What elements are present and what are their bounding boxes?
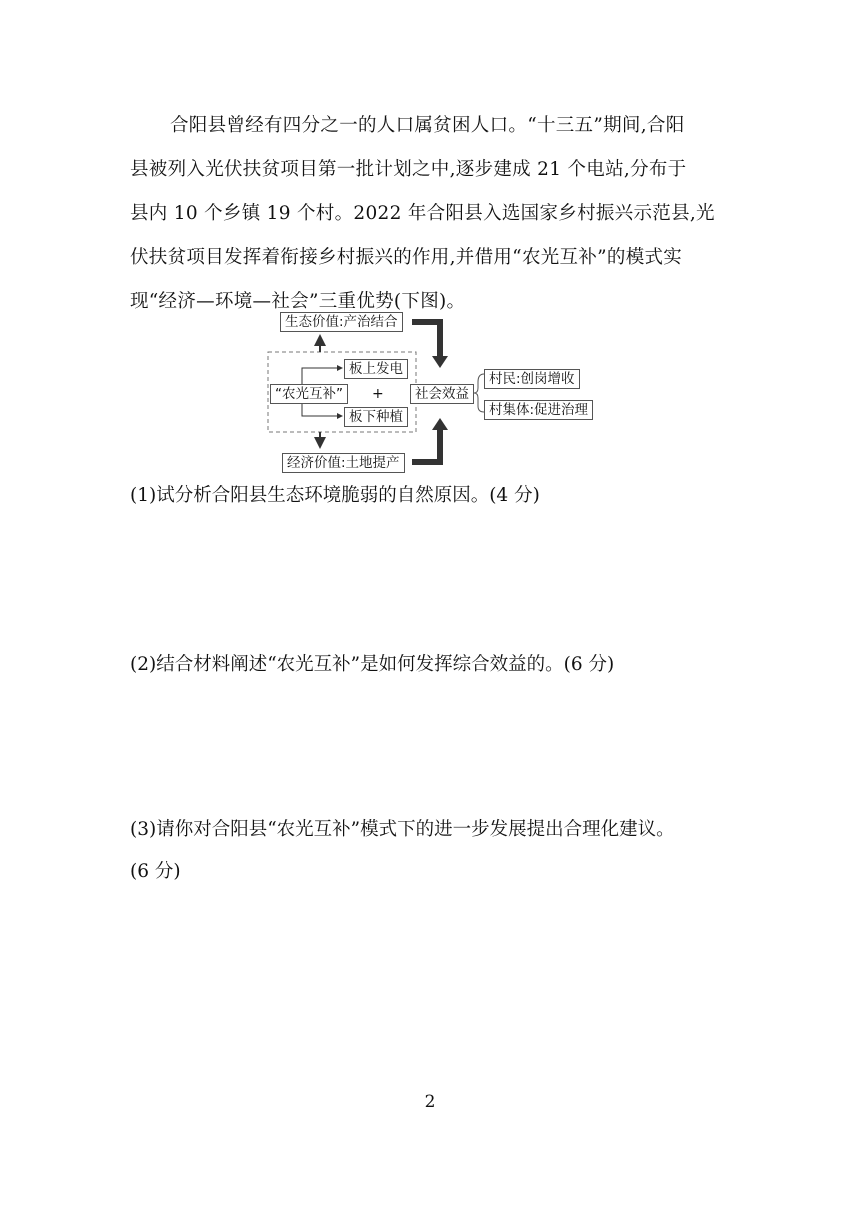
collective-box: 村集体:促进治理 <box>484 400 593 420</box>
nongguang-box: “农光互补” <box>270 384 348 404</box>
social-benefit-box: 社会效益 <box>410 384 474 404</box>
page-number: 2 <box>424 1092 436 1112</box>
material-line: 伏扶贫项目发挥着衔接乡村振兴的作用,并借用“农光互补”的模式实 <box>130 247 683 268</box>
material-paragraph <box>130 104 730 324</box>
below-panel-box: 板下种植 <box>344 407 408 427</box>
material-line: 现“经济—环境—社会”三重优势(下图)。 <box>130 291 466 312</box>
nongguang-diagram <box>262 306 602 476</box>
plus-sign: + <box>372 386 384 402</box>
question-1: (1)试分析合阳县生态环境脆弱的自然原因。(4 分) <box>130 485 540 506</box>
question-3: (3)请你对合阳县“农光互补”模式下的进一步发展提出合理化建议。 <box>130 819 675 840</box>
material-line: 县内 10 个乡镇 19 个村。2022 年合阳县入选国家乡村振兴示范县,光 <box>130 203 715 224</box>
villagers-box: 村民:创岗增收 <box>484 369 580 389</box>
above-panel-box: 板上发电 <box>344 359 408 379</box>
question-2: (2)结合材料阐述“农光互补”是如何发挥综合效益的。(6 分) <box>130 654 615 675</box>
material-line: 合阳县曾经有四分之一的人口属贫困人口。“十三五”期间,合阳 <box>170 115 685 136</box>
thick-arrow-up <box>412 428 440 462</box>
question-3-score: (6 分) <box>130 861 181 882</box>
econ-value-box: 经济价值:土地提产 <box>282 453 405 473</box>
material-line: 县被列入光伏扶贫项目第一批计划之中,逐步建成 21 个电站,分布于 <box>130 159 687 180</box>
eco-value-box: 生态价值:产治结合 <box>280 312 403 332</box>
